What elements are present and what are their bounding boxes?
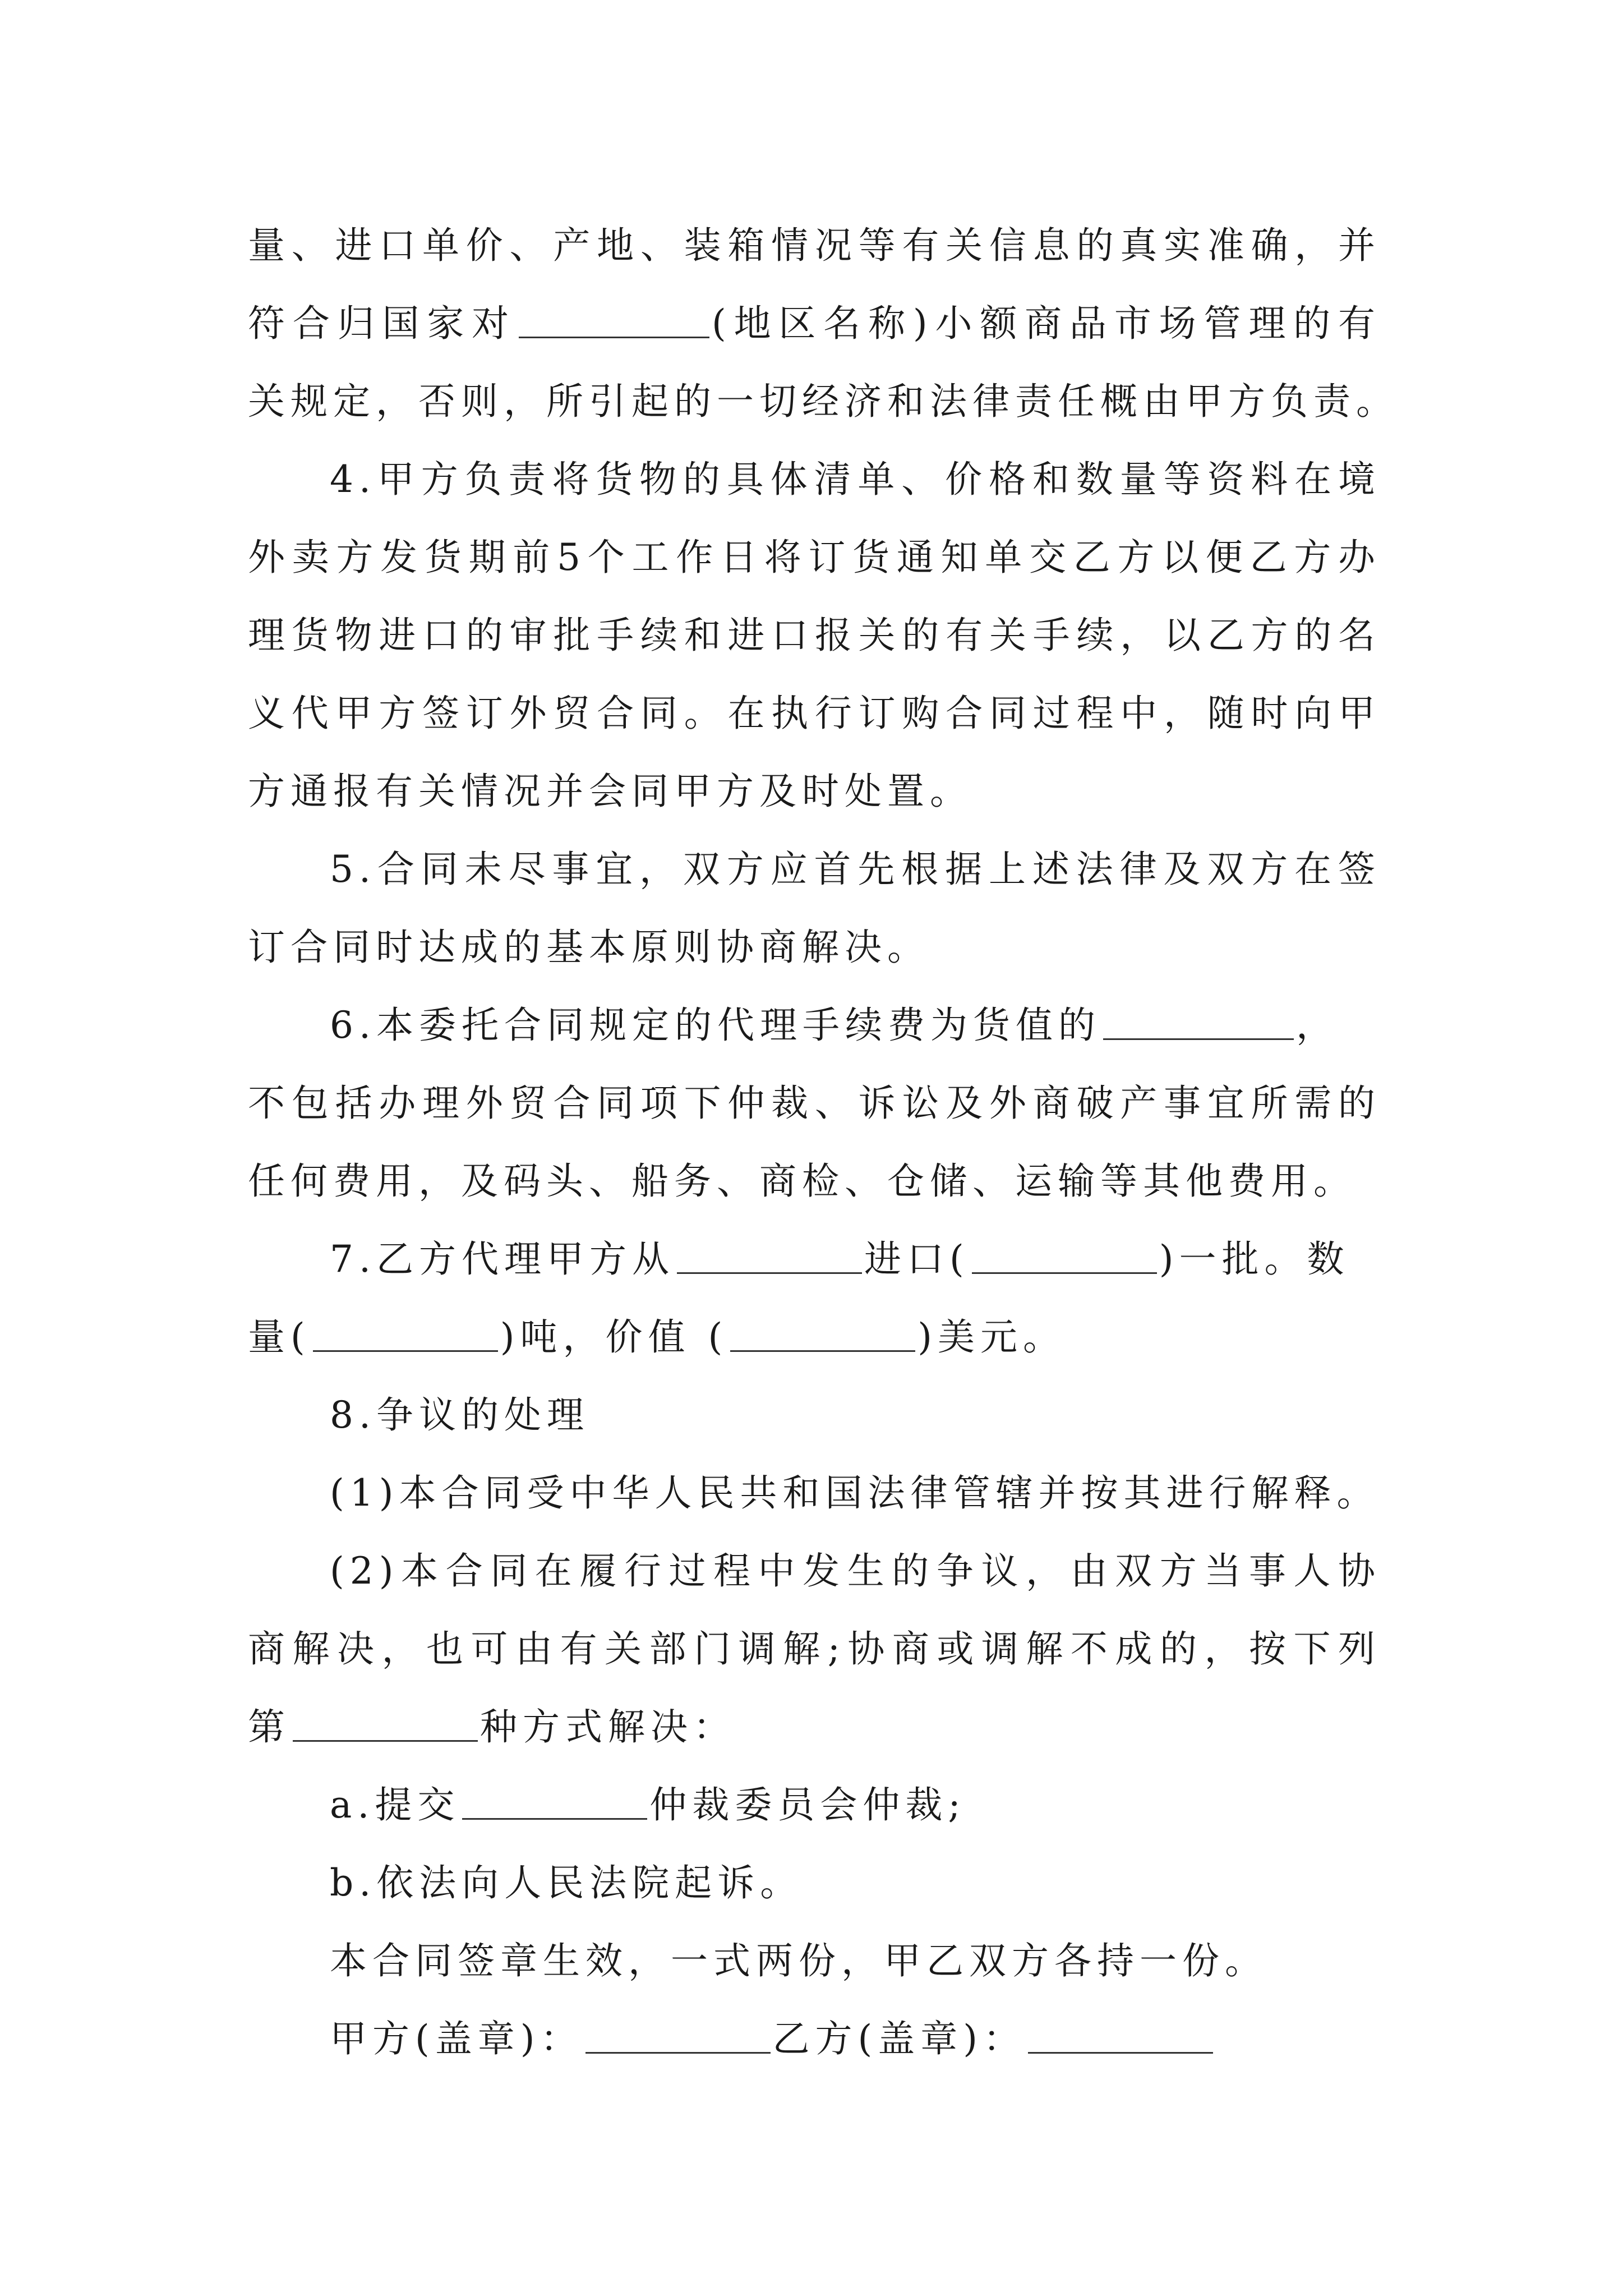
text-line: [248, 1458, 1381, 1536]
text-span: 外卖方发货期前5个工作日将订货通知单交乙方以便乙方办: [248, 536, 1381, 579]
blank-field-region-name[interactable]: [519, 297, 709, 338]
text-line: [248, 1536, 1381, 1614]
text-span: 不包括办理外贸合同项下仲裁、诉讼及外商破产事宜所需的: [248, 1082, 1381, 1125]
clause-5-start: [248, 834, 1381, 912]
blank-field-goods[interactable]: [972, 1233, 1157, 1274]
text-span: 5.合同未尽事宜，双方应首先根据上述法律及双方在签: [330, 848, 1381, 891]
clause-8-heading: [248, 1380, 1381, 1458]
blank-field-agency-fee[interactable]: [1103, 999, 1294, 1040]
text-span: 仲裁委员会仲裁;: [649, 1783, 966, 1826]
signature-line: [248, 2004, 1381, 2082]
text-span: 义代甲方签订外贸合同。在执行订购合同过程中，随时向甲: [248, 692, 1381, 735]
text-line: [248, 366, 1399, 444]
text-line: [248, 678, 1381, 756]
text-line: [248, 1692, 1381, 1770]
text-span: 方通报有关情况并会同甲方及时处置。: [248, 770, 972, 813]
text-span: 理货物进口的审批手续和进口报关的有关手续，以乙方的名: [248, 614, 1381, 657]
text-span: 进口(: [864, 1237, 970, 1281]
text-line: [248, 1848, 1381, 1926]
text-line: [248, 1302, 1381, 1380]
text-line: [248, 210, 1381, 288]
party-a-seal-field[interactable]: [585, 2013, 771, 2054]
blank-field-arbitration-commission[interactable]: [462, 1779, 647, 1820]
text-span: 商解决，也可由有关部门调解;协商或调解不成的，按下列: [248, 1627, 1381, 1671]
text-line: [248, 1770, 1381, 1848]
text-span: ，: [1295, 1004, 1339, 1047]
text-line: [248, 600, 1381, 678]
text-line: [248, 756, 1381, 834]
text-span: )吨，价值 (: [500, 1315, 728, 1359]
text-span: (2)本合同在履行过程中发生的争议，由双方当事人协: [330, 1549, 1381, 1593]
text-span: b.依法向人民法院起诉。: [330, 1861, 803, 1904]
text-line: [248, 1146, 1381, 1224]
clause-6-start: [248, 990, 1381, 1068]
text-span: 6.本委托合同规定的代理手续费为货值的: [330, 1004, 1101, 1047]
text-span: 7.乙方代理甲方从: [330, 1237, 675, 1281]
text-line: [248, 912, 1381, 990]
party-b-seal-field[interactable]: [1028, 2013, 1213, 2054]
text-span: )美元。: [917, 1315, 1066, 1359]
blank-field-import-origin[interactable]: [677, 1233, 862, 1274]
text-line: [248, 1926, 1381, 2004]
text-span: a.提交: [330, 1783, 460, 1826]
text-span: 订合同时达成的基本原则协商解决。: [248, 926, 930, 969]
blank-field-value[interactable]: [730, 1311, 915, 1352]
text-span: 4.甲方负责将货物的具体清单、价格和数量等资料在境: [330, 458, 1381, 501]
contract-body: [248, 210, 1399, 2082]
blank-field-resolution-method[interactable]: [293, 1701, 478, 1742]
party-b-seal-label: 乙方(盖章)：: [772, 2017, 1026, 2060]
text-span: 量(: [248, 1315, 311, 1359]
text-span: 符合归国家对: [248, 302, 517, 345]
text-line: [248, 1614, 1381, 1692]
clause-7-start: [248, 1224, 1381, 1302]
text-span: )一批。数: [1159, 1237, 1350, 1281]
text-span: (1)本合同受中华人民共和国法律管辖并按其进行解释。: [330, 1471, 1380, 1515]
blank-field-quantity[interactable]: [313, 1311, 498, 1352]
text-line: [248, 1068, 1381, 1146]
party-a-seal-label: 甲方(盖章)：: [330, 2017, 583, 2060]
text-span: 第: [248, 1705, 291, 1749]
text-line: [248, 522, 1381, 600]
text-span: 种方式解决：: [480, 1705, 736, 1749]
text-span: 量、进口单价、产地、装箱情况等有关信息的真实准确，并: [248, 224, 1381, 267]
text-span: 本合同签章生效，一式两份，甲乙双方各持一份。: [330, 1939, 1267, 1982]
clause-4-start: [248, 444, 1381, 522]
text-span: 8.争议的处理: [330, 1393, 589, 1437]
text-span: 任何费用，及码头、船务、商检、仓储、运输等其他费用。: [248, 1159, 1356, 1203]
text-span: (地区名称)小额商品市场管理的有: [712, 302, 1381, 345]
text-line: [248, 288, 1381, 366]
text-span: 关规定，否则，所引起的一切经济和法律责任概由甲方负责。: [248, 380, 1399, 423]
